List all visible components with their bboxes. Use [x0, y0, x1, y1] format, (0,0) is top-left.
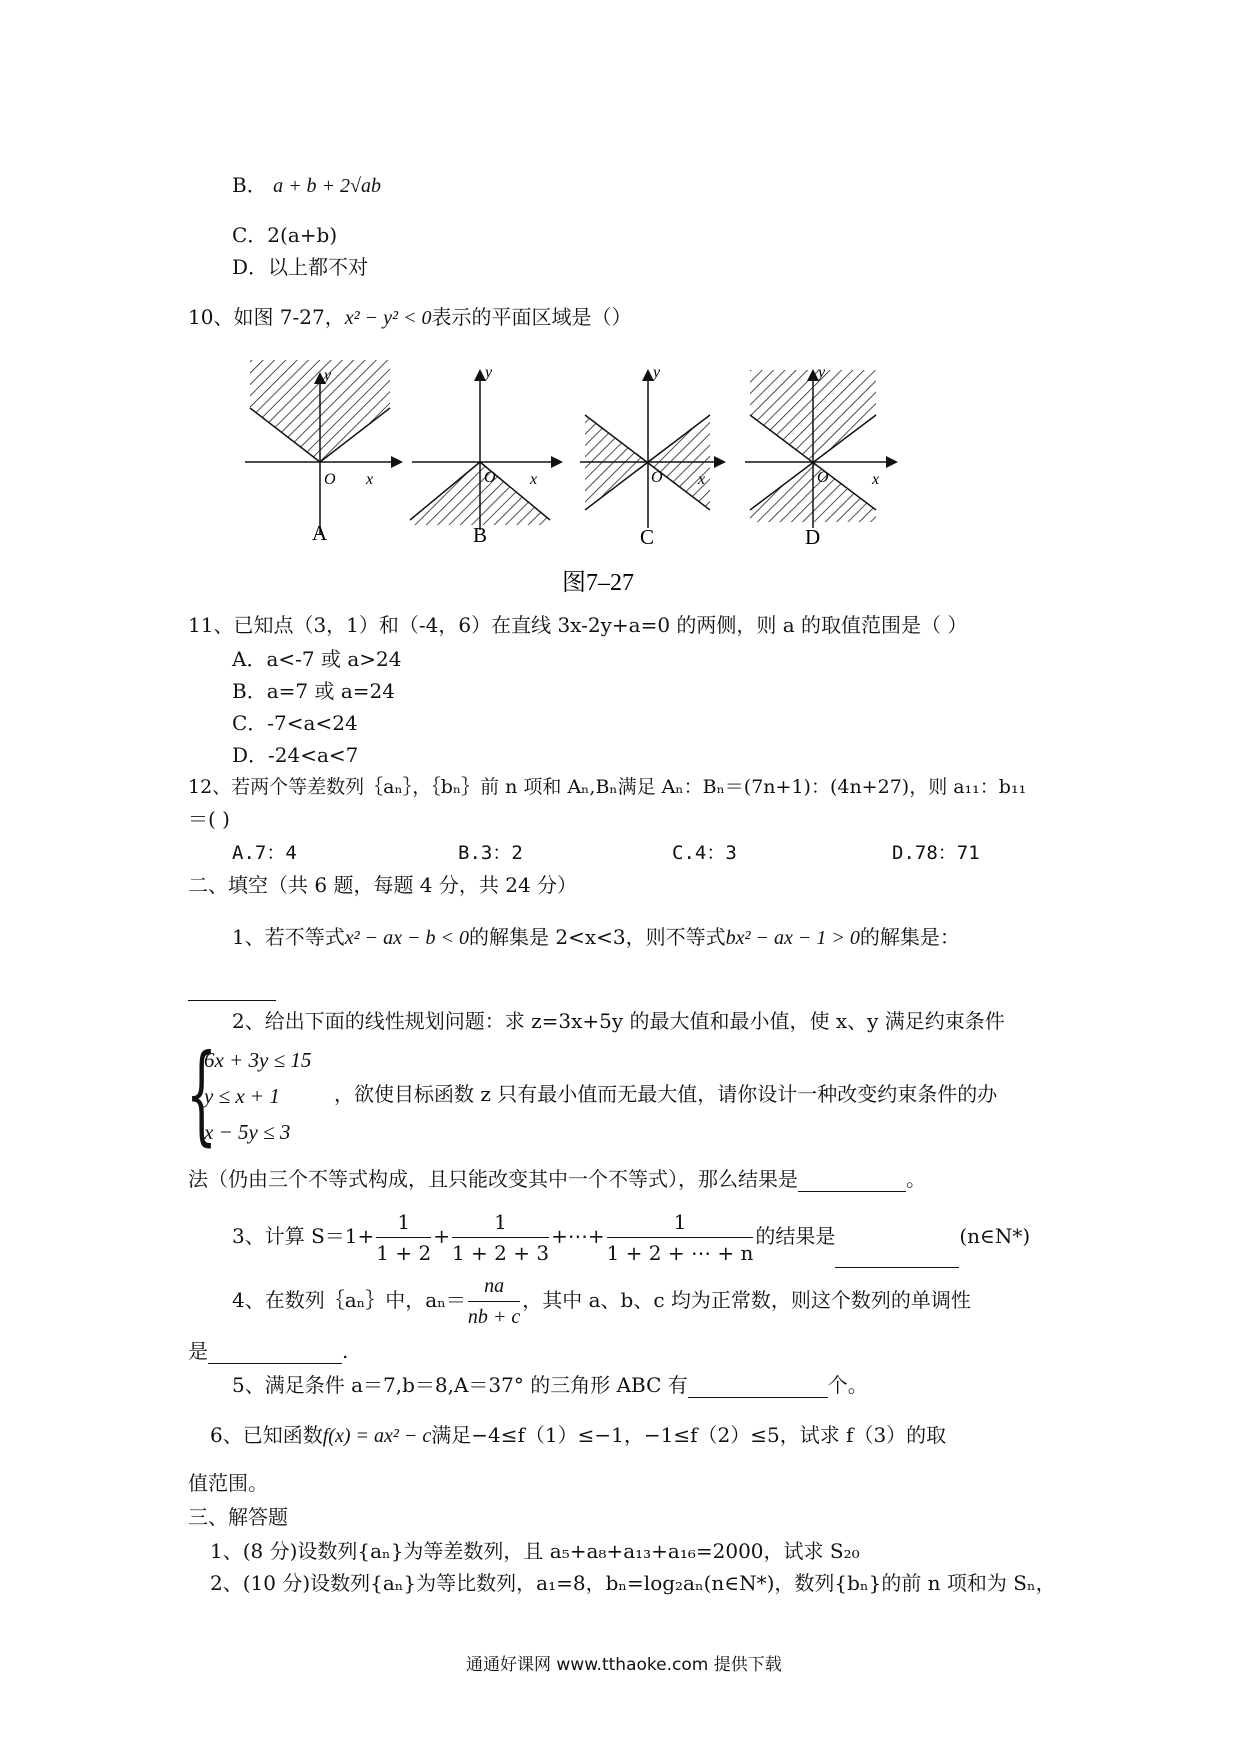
f3-fraction-1: [376, 1207, 431, 1268]
q12-stem-line2: ＝( ): [188, 807, 230, 831]
f3-text-a: 3、计算 S＝1+: [232, 1224, 375, 1248]
f3-frac2-den: 1 + 2 + 3: [451, 1241, 550, 1265]
f4-text-a: 4、在数列｛aₙ｝中，aₙ＝: [232, 1288, 466, 1312]
f2-end: 。: [906, 1167, 926, 1191]
q12-option-d: D.78：71: [892, 842, 980, 864]
f1-answer-blank: [188, 1000, 276, 1001]
f3-frac1-num: 1: [376, 1207, 431, 1238]
q9-option-b-expr: a + b + 2√ab: [273, 175, 382, 197]
f3-fraction-3: [607, 1207, 754, 1268]
f6-line2: 值范围。: [188, 1471, 268, 1495]
f4-fraction: [468, 1271, 520, 1332]
f1-text-a: 1、若不等式: [232, 925, 345, 949]
q12-option-c: C.4：3: [672, 842, 737, 864]
f5-text-b: 个。: [827, 1373, 868, 1397]
f2-brace: {: [186, 1032, 217, 1157]
panel-c: [580, 364, 723, 549]
f6-expr: f(x) = ax² − c: [322, 1425, 432, 1447]
f5-text-a: 5、满足条件 a＝7,b＝8,A＝37° 的三角形 ABC 有: [232, 1373, 688, 1397]
f4-frac-num: na: [468, 1271, 520, 1302]
q11-stem: 11、已知点（3，1）和（-4，6）在直线 3x-2y+a=0 的两侧，则 a 的取值范围是（ ）: [188, 613, 968, 637]
figure-caption: 图7–27: [562, 570, 634, 596]
f3-dots: +⋯+: [551, 1224, 605, 1248]
q10-suffix: 表示的平面区域是（）: [431, 305, 632, 329]
f2-answer-blank: [798, 1169, 906, 1192]
f6-text-b: 满足−4≤f（1）≤−1，−1≤f（2）≤5，试求 f（3）的取: [431, 1423, 947, 1447]
svg-text:y: y: [818, 364, 826, 381]
f1-expr2: bx² − ax − 1 > 0: [725, 927, 860, 949]
q9-option-d: D．以上都不对: [232, 255, 369, 279]
f3-frac3-num: 1: [607, 1207, 754, 1238]
f4-line2: [188, 1338, 348, 1364]
svg-text:O: O: [817, 469, 829, 486]
s3-problem-2: 2、(10 分)设数列{aₙ}为等比数列，a₁=8，bₙ=log₂aₙ(n∈N*)，数列{bₙ}的前 n 项和为 Sₙ，: [210, 1571, 1056, 1595]
f4-text-b: ，其中 a、b、c 均为正常数，则这个数列的单调性: [522, 1288, 971, 1312]
f2-constraint-3: x − 5y ≤ 3: [204, 1120, 291, 1144]
f3-answer-blank: [835, 1245, 959, 1268]
q12-option-a: A.7：4: [232, 842, 297, 864]
svg-text:x: x: [530, 471, 538, 488]
q12-stem-line1: 12、若两个等差数列｛aₙ｝，｛bₙ｝前 n 项和 Aₙ,Bₙ满足 Aₙ：Bₙ＝(7n+1)：(4n+27)，则 a₁₁：b₁₁: [188, 776, 1027, 798]
f2-line3: [188, 1166, 926, 1192]
panel-c-label: C: [640, 525, 655, 549]
f1-question: [232, 924, 960, 951]
f2-constraint-1: 6x + 3y ≤ 15: [204, 1048, 312, 1072]
f2-mid: ，欲使目标函数 z 只有最小值而无最大值，请你设计一种改变约束条件的办: [334, 1082, 998, 1106]
f1-expr1: x² − ax − b < 0: [344, 927, 469, 949]
svg-text:x: x: [698, 471, 706, 488]
section-2-heading: 二、填空（共 6 题，每题 4 分，共 24 分）: [188, 873, 578, 897]
svg-text:y: y: [485, 364, 493, 381]
q11-option-a: A．a<-7 或 a>24: [232, 647, 402, 671]
f4-question: [232, 1268, 971, 1332]
q10-prefix: 10、如图 7-27，: [188, 305, 345, 329]
f6-text-a: 6、已知函数: [210, 1423, 323, 1447]
svg-text:O: O: [651, 469, 663, 486]
svg-text:x: x: [872, 471, 880, 488]
svg-text:y: y: [324, 367, 332, 384]
f4-text-c: 是: [188, 1339, 208, 1363]
f4-frac-den: nb + c: [467, 1306, 521, 1328]
f6-question: [210, 1422, 946, 1449]
f3-text-b: 的结果是: [755, 1224, 836, 1248]
q9-option-b-label: B．: [232, 173, 267, 197]
svg-text:y: y: [653, 364, 661, 381]
f3-frac1-den: 1 + 2: [376, 1241, 432, 1265]
q11-option-d: D．-24<a<7: [232, 743, 359, 767]
q10-expr: x² − y² < 0: [344, 307, 432, 329]
f3-frac3-den: 1 + 2 + ⋯ + n: [606, 1241, 754, 1265]
f3-frac2-num: 1: [452, 1207, 549, 1238]
panel-d: [745, 364, 895, 549]
f2-line1: 2、给出下面的线性规划问题：求 z=3x+5y 的最大值和最小值，使 x、y 满足约束条件: [232, 1009, 1005, 1033]
figure-7-27: [240, 360, 910, 600]
q9-option-b: [232, 172, 381, 199]
q12-option-b: B.3：2: [458, 842, 523, 864]
f3-plus: +: [433, 1224, 450, 1248]
svg-text:O: O: [484, 469, 496, 486]
f1-text-b: 的解集是 2<x<3，则不等式: [468, 925, 726, 949]
panel-d-label: D: [805, 525, 821, 549]
f4-text-d: .: [342, 1339, 349, 1363]
f1-text-c: 的解集是：: [859, 925, 960, 949]
page-footer: 通通好课网 www.tthaoke.com 提供下载: [466, 1655, 782, 1675]
svg-text:O: O: [324, 471, 336, 488]
panel-b-label: B: [473, 523, 488, 547]
q9-option-c: C．2(a+b): [232, 223, 338, 247]
panel-b: [410, 364, 560, 547]
f3-fraction-2: [452, 1207, 549, 1268]
panel-a-label: A: [312, 521, 328, 545]
f2-constraint-2: y ≤ x + 1: [204, 1084, 280, 1108]
f2-line3-text: 法（仍由三个不等式构成，且只能改变其中一个不等式），那么结果是: [188, 1167, 798, 1191]
f4-answer-blank: [208, 1341, 342, 1364]
f2-constraints: [204, 1042, 311, 1150]
svg-text:x: x: [366, 471, 374, 488]
f3-text-c: (n∈N*): [959, 1224, 1031, 1248]
figure-panels: [240, 360, 910, 600]
f5-question: [232, 1372, 868, 1398]
panel-a: [245, 360, 400, 545]
section-3-heading: 三、解答题: [188, 1505, 288, 1529]
q10-stem: [188, 304, 632, 331]
s3-problem-1: 1、(8 分)设数列{aₙ}为等差数列，且 a₅+a₈+a₁₃+a₁₆=2000，试求 S₂₀: [210, 1539, 860, 1563]
q11-option-b: B．a=7 或 a=24: [232, 679, 395, 703]
f5-answer-blank: [688, 1375, 828, 1398]
q11-option-c: C．-7<a<24: [232, 711, 358, 735]
f3-question: [232, 1204, 1030, 1268]
